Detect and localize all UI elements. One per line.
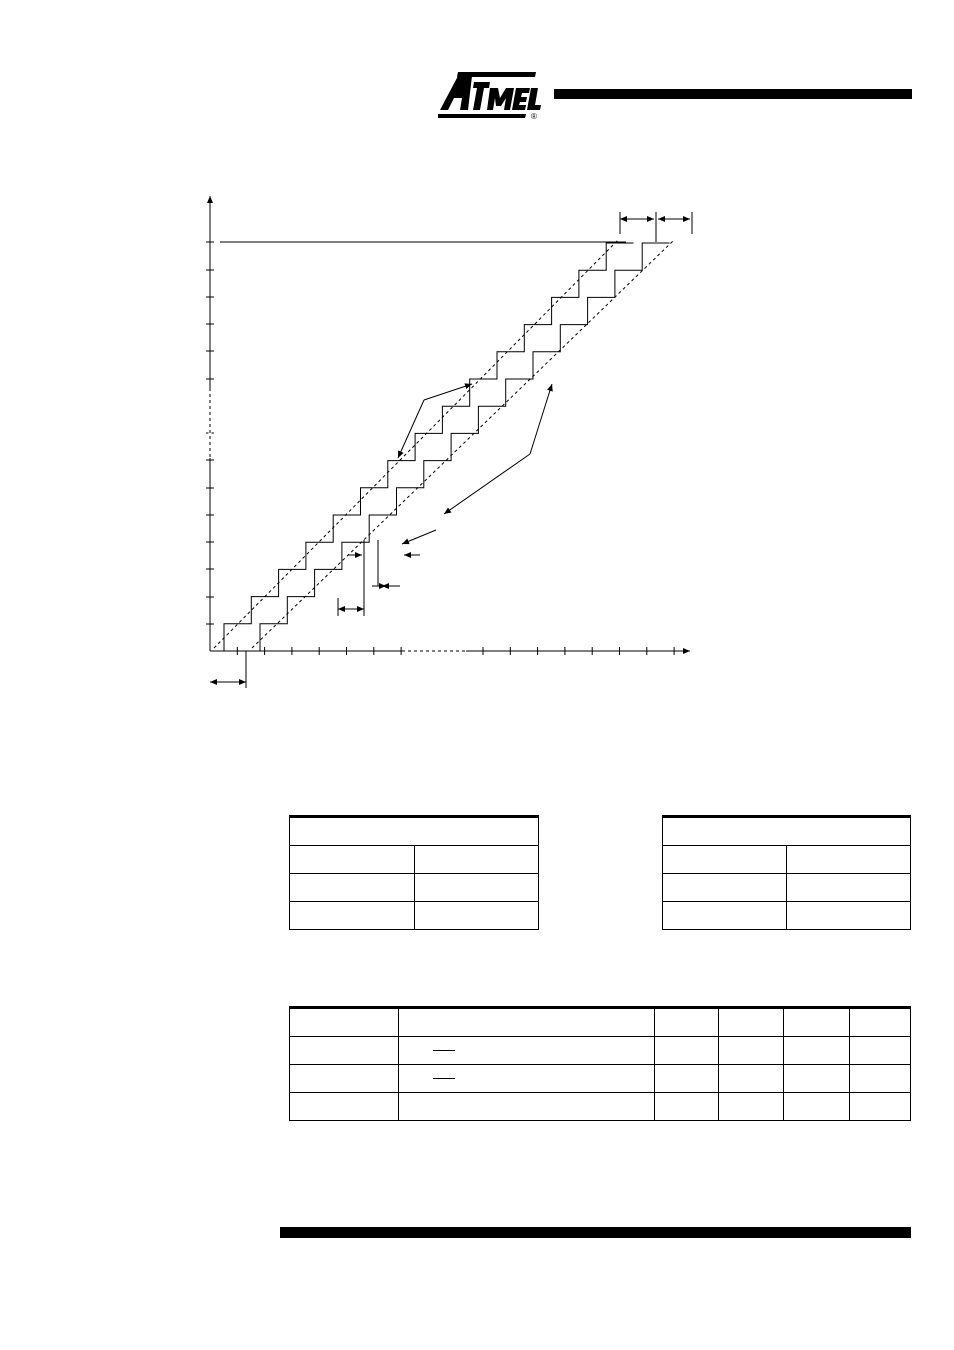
table-c-cell-overbar <box>399 1065 655 1093</box>
table-b-cell <box>787 846 911 874</box>
table-c-cell <box>655 1065 719 1093</box>
staircases <box>210 243 670 651</box>
overbar-mark <box>433 1050 455 1051</box>
staircase-upper <box>210 243 634 651</box>
table-b-cell <box>787 874 911 902</box>
table-c-cell <box>719 1008 784 1037</box>
table-c-cell <box>290 1037 399 1065</box>
table-a-cell <box>414 902 539 930</box>
table-c-cell <box>850 1037 911 1065</box>
table-a-cell <box>290 902 415 930</box>
table-c-cell <box>850 1008 911 1037</box>
table-b-cell <box>663 874 787 902</box>
table-c-cell <box>850 1065 911 1093</box>
callout-arrow-lower-a <box>530 384 552 454</box>
ideal-line-upper <box>214 240 618 648</box>
callout-arrow-step <box>402 530 436 544</box>
table-b-cell <box>663 902 787 930</box>
table-c-cell <box>399 1008 655 1037</box>
atmel-logo <box>438 68 542 120</box>
table-a-cell <box>290 846 415 874</box>
table-c-cell <box>784 1065 850 1093</box>
callout-arrow-upper-b <box>424 384 472 400</box>
table-c-cell <box>719 1065 784 1093</box>
table-a-header <box>290 817 539 846</box>
table-a-cell <box>290 874 415 902</box>
table-c <box>289 1006 911 1121</box>
table-c-cell-overbar <box>399 1037 655 1065</box>
table-c-cell <box>655 1008 719 1037</box>
table-c-cell <box>784 1037 850 1065</box>
table-c-cell <box>290 1093 399 1121</box>
callout-arrow-upper-a <box>398 400 424 458</box>
footer-rule <box>280 1227 911 1238</box>
table-c-cell <box>655 1037 719 1065</box>
table-a-cell <box>414 874 539 902</box>
table-c-cell <box>719 1037 784 1065</box>
table-c-cell <box>290 1065 399 1093</box>
table-c-cell <box>850 1093 911 1121</box>
header-rule <box>554 89 912 99</box>
table-b <box>662 815 911 930</box>
registered-mark: ® <box>531 112 537 120</box>
table-c-cell <box>784 1093 850 1121</box>
table-c-cell <box>719 1093 784 1121</box>
table-b-cell <box>663 846 787 874</box>
table-a-cell <box>414 846 539 874</box>
table-a <box>289 815 539 930</box>
table-b-header <box>663 817 911 846</box>
callout-arrow-lower-b <box>444 454 530 514</box>
table-b-cell <box>787 902 911 930</box>
table-c-cell <box>399 1093 655 1121</box>
ideal-line-lower <box>252 240 674 648</box>
table-c-cell <box>655 1093 719 1121</box>
overbar-mark <box>433 1078 455 1079</box>
table-c-cell <box>290 1008 399 1037</box>
table-c-cell <box>784 1008 850 1037</box>
staircase-diagram <box>196 188 716 698</box>
